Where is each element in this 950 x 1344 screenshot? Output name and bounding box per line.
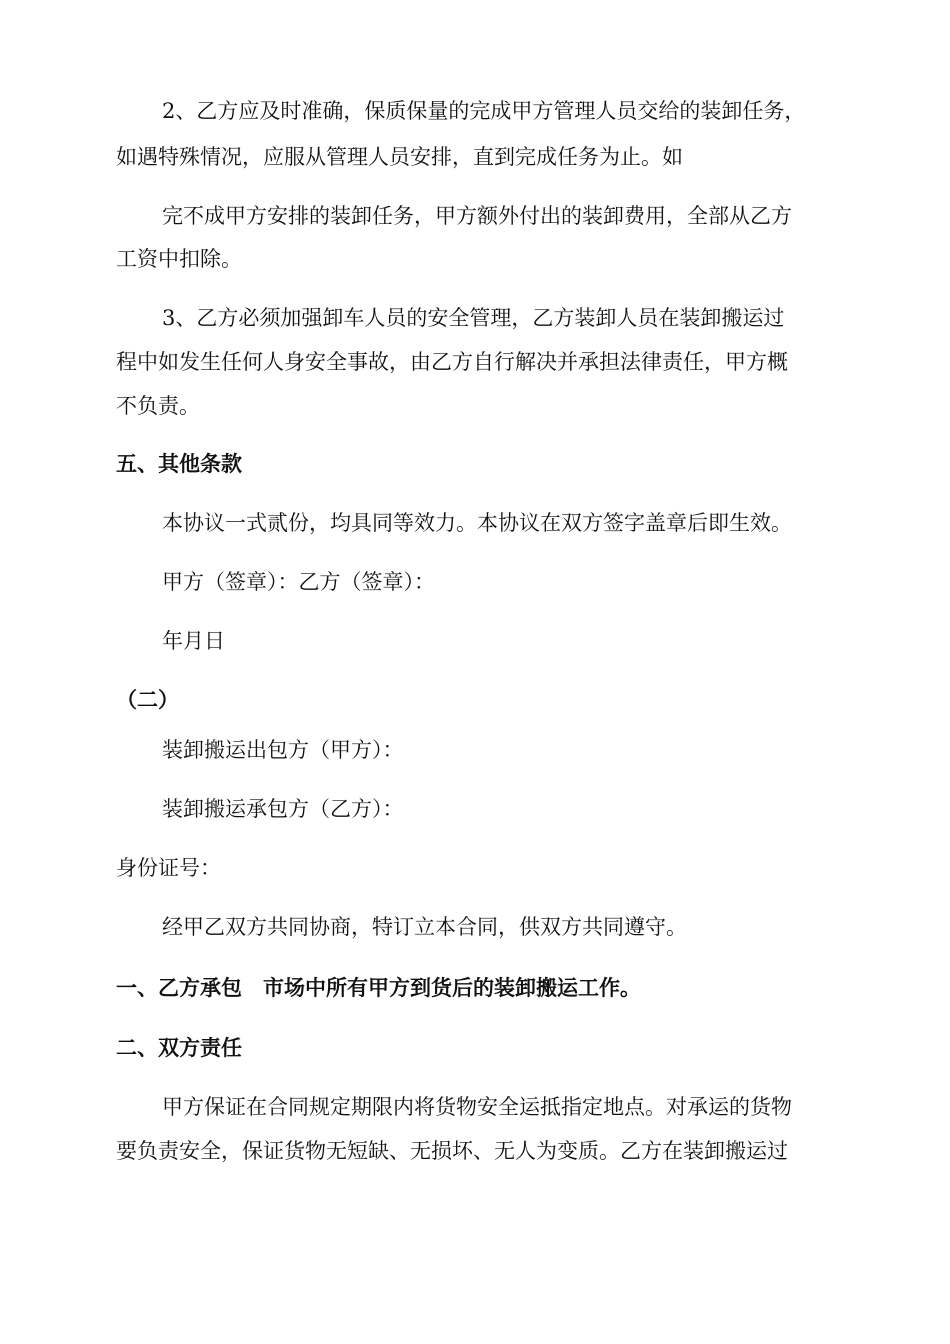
party-b-line: 装卸搬运承包方（乙方）：	[162, 797, 404, 821]
intro-line: 经甲乙双方共同协商，特订立本合同，供双方共同遵守。	[162, 915, 687, 939]
para-2b-line2: 工资中扣除。	[116, 247, 242, 271]
id-number-line: 身份证号：	[116, 856, 221, 880]
para-3-line3: 不负责。	[116, 394, 200, 418]
date-line: 年月日	[162, 629, 225, 653]
clause-2-body-line2: 要负责安全，保证货物无短缺、无损坏、无人为变质。乙方在装卸搬运过	[116, 1139, 788, 1163]
para-2b-line1: 完不成甲方安排的装卸任务，甲方额外付出的装卸费用，全部从乙方	[162, 204, 792, 228]
clause-2-title: 二、双方责任	[116, 1036, 242, 1060]
section-5-title: 五、其他条款	[116, 452, 242, 476]
party-a-line: 装卸搬运出包方（甲方）：	[162, 738, 404, 762]
clause-2-body-line1: 甲方保证在合同规定期限内将货物安全运抵指定地点。对承运的货物	[162, 1095, 792, 1119]
section-5-body: 本协议一式贰份，均具同等效力。本协议在双方签字盖章后即生效。	[162, 511, 792, 535]
para-3-line1: 3、乙方必须加强卸车人员的安全管理，乙方装卸人员在装卸搬运过	[162, 306, 785, 330]
signature-line: 甲方（签章）：乙方（签章）：	[162, 570, 435, 594]
para-2-line1: 2、乙方应及时准确，保质保量的完成甲方管理人员交给的装卸任务，	[162, 99, 806, 123]
para-3-line2: 程中如发生任何人身安全事故，由乙方自行解决并承担法律责任，甲方概	[116, 350, 788, 374]
para-2-line2: 如遇特殊情况，应服从管理人员安排，直到完成任务为止。如	[116, 145, 683, 169]
part-two-title: （二）	[116, 688, 179, 712]
clause-1: 一、乙方承包 市场中所有甲方到货后的装卸搬运工作。	[116, 976, 641, 1000]
